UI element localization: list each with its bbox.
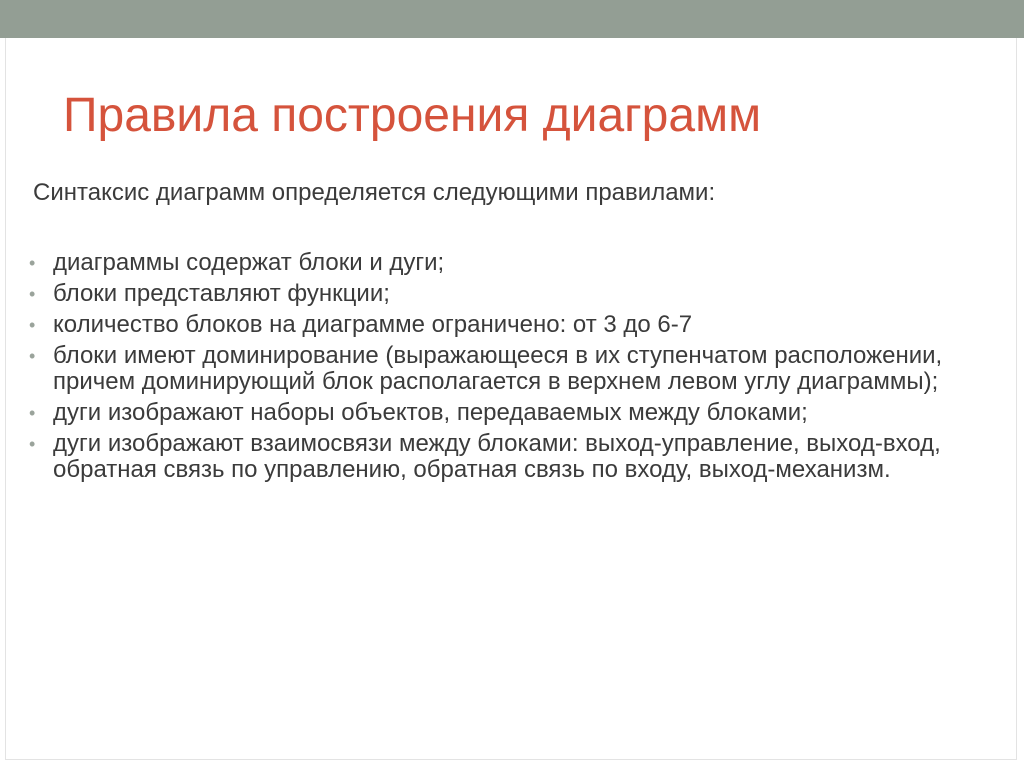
slide-title: Правила построения диаграмм (63, 89, 762, 142)
bullet-dot-icon: • (29, 284, 36, 304)
bullet-dot-icon: • (29, 403, 36, 423)
bullet-text: количество блоков на диаграмме ограничено: от 3 до 6-7 (53, 311, 693, 338)
bullet-dot-icon: • (29, 434, 36, 454)
bullet-text: дуги изображают взаимосвязи между блоками: выход-управление, выход-вход, обратная связь по управлению, обратная связь по входу, выход-механизм. (53, 430, 941, 483)
slide-intro: Синтаксис диаграмм определяется следующими правилами: (33, 179, 716, 206)
bullet-list (29, 250, 989, 488)
bullet-dot-icon: • (29, 315, 36, 335)
bullet-item (29, 343, 989, 395)
bullet-item (29, 312, 989, 338)
bullet-item (29, 281, 989, 307)
bullet-dot-icon: • (29, 253, 36, 273)
bullet-text: блоки представляют функции; (53, 280, 390, 307)
top-bar (0, 0, 1024, 38)
bullet-item (29, 250, 989, 276)
bullet-dot-icon: • (29, 346, 36, 366)
bullet-item (29, 400, 989, 426)
bullet-text: дуги изображают наборы объектов, передаваемых между блоками; (53, 399, 808, 426)
bullet-text: блоки имеют доминирование (выражающееся в их ступенчатом расположении, причем доминирующий блок располагается в верхнем левом углу диаграммы); (53, 342, 943, 395)
bullet-item (29, 431, 989, 483)
bullet-text: диаграммы содержат блоки и дуги; (53, 249, 445, 276)
